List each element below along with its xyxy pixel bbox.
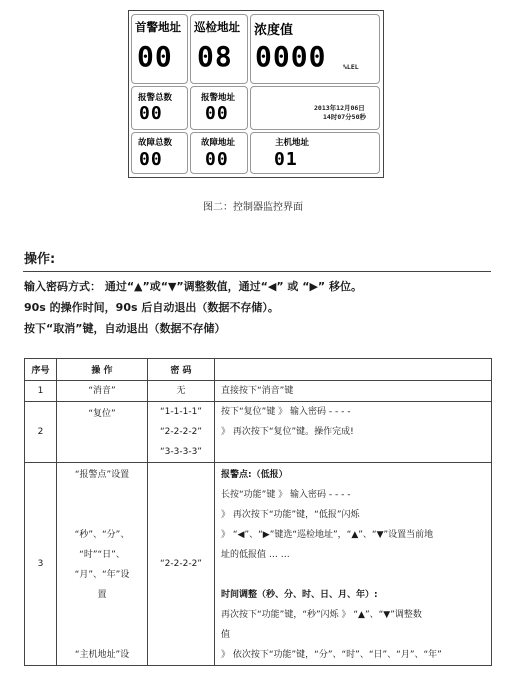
host-address-label: 主机地址	[275, 138, 310, 148]
operation-line: “主机地址”设	[74, 650, 130, 660]
host-address-value: 01	[274, 149, 298, 170]
row-description	[215, 402, 492, 463]
description-line: 报警点:（低报）	[221, 470, 288, 480]
concentration-unit: %LEL	[343, 63, 359, 71]
operations-table	[24, 358, 492, 666]
row-operation: “消音”	[57, 381, 148, 402]
fault-total-value: 00	[139, 149, 163, 170]
header-operation: 操 作	[57, 359, 148, 381]
row-operation-label: “复位”	[88, 409, 116, 419]
section-title: 操作:	[24, 252, 56, 267]
alarm-total-cell	[131, 86, 188, 130]
row-password	[148, 402, 215, 463]
description-line: 》 再次按下“功能”键，“低报”闪烁	[221, 510, 360, 520]
password-option: “2-2-2-2”	[160, 427, 202, 437]
table-row	[25, 402, 492, 463]
instruction-password-method: 输入密码方式： 通过“▲”或“▼”调整数值，通过“◀” 或 “▶” 移位。	[24, 280, 362, 293]
table-row	[25, 381, 492, 402]
row-password: “2-2-2-2”	[148, 463, 215, 666]
concentration-cell	[250, 14, 380, 84]
figure-caption: 图二：控制器监控界面	[203, 202, 303, 213]
password-option: “1-1-1-1”	[160, 407, 202, 417]
datetime-date: 2013年12月06日	[314, 104, 365, 112]
operation-line	[57, 485, 147, 505]
fault-address-value: 00	[205, 149, 229, 170]
alarm-total-label: 报警总数	[138, 93, 173, 103]
fire-address-cell	[131, 14, 188, 84]
alarm-address-cell	[190, 86, 248, 130]
description-line: 值	[221, 630, 231, 640]
section-divider	[23, 271, 491, 272]
operation-line	[57, 505, 147, 525]
operation-line: “月”、“年”设	[74, 570, 130, 580]
fault-total-cell	[131, 132, 188, 174]
description-line: 》 再次按下“复位”键。操作完成!	[221, 427, 354, 437]
description-line: 址的低报值 … …	[221, 550, 290, 560]
instruction-cancel: 按下“取消”键，自动退出（数据不存储）	[24, 322, 226, 335]
patrol-address-cell	[190, 14, 248, 84]
operation-line	[57, 605, 147, 625]
row-description: 直接按下“消音”键	[215, 381, 492, 402]
header-description	[215, 359, 492, 381]
operation-line: “时”“日”、	[79, 550, 125, 560]
description-line: 时间调整（秒、分、时、日、月、年）:	[221, 590, 378, 600]
fault-total-label: 故障总数	[138, 138, 173, 148]
description-line	[221, 565, 491, 585]
header-no: 序号	[25, 359, 57, 381]
fault-address-label: 故障地址	[201, 138, 236, 148]
host-address-cell	[250, 132, 380, 174]
operation-line: “秒”、“分”、	[74, 530, 130, 540]
datetime-time: 14时07分50秒	[323, 113, 366, 121]
description-line: 再次按下“功能”键，“秒”闪烁 》 “▲”、“▼”调整数	[221, 610, 422, 620]
patrol-address-label: 巡检地址	[194, 20, 240, 34]
description-line: 》 “◀”、“▶”键选“巡检地址”，“▲”、“▼”设置当前地	[221, 530, 434, 540]
concentration-value: 0000	[255, 40, 327, 73]
operation-line	[57, 625, 147, 645]
row-no: 3	[25, 463, 57, 666]
description-line: 按下“复位”键 》 输入密码 - - - -	[221, 407, 351, 417]
patrol-address-value: 08	[197, 40, 233, 73]
concentration-label: 浓度值	[254, 23, 294, 38]
row-operation	[57, 463, 148, 666]
fire-address-value: 00	[137, 40, 173, 73]
password-option: “3-3-3-3”	[160, 447, 202, 457]
row-description	[215, 463, 492, 666]
table-row	[25, 463, 492, 666]
alarm-total-value: 00	[139, 103, 163, 124]
fault-address-cell	[190, 132, 248, 174]
lcd-monitor-panel	[128, 10, 384, 178]
row-operation	[57, 402, 148, 463]
header-password: 密 码	[148, 359, 215, 381]
fire-address-label: 首警地址	[135, 20, 181, 34]
instruction-timeout: 90s 的操作时间，90s 后自动退出（数据不存储）。	[24, 301, 279, 314]
operation-line: 置	[97, 590, 107, 600]
description-line: 》 依次按下“功能”键，“分”、“时”、“日”、“月”、“年”	[221, 650, 442, 660]
description-line: 长按“功能”键 》 输入密码 - - - -	[221, 490, 351, 500]
alarm-address-value: 00	[205, 103, 229, 124]
datetime-cell	[250, 86, 380, 130]
row-no: 1	[25, 381, 57, 402]
alarm-address-label: 报警地址	[201, 93, 236, 103]
operation-line: “报警点”设置	[74, 470, 130, 480]
row-no: 2	[25, 402, 57, 463]
table-header-row	[25, 359, 492, 381]
row-password: 无	[148, 381, 215, 402]
